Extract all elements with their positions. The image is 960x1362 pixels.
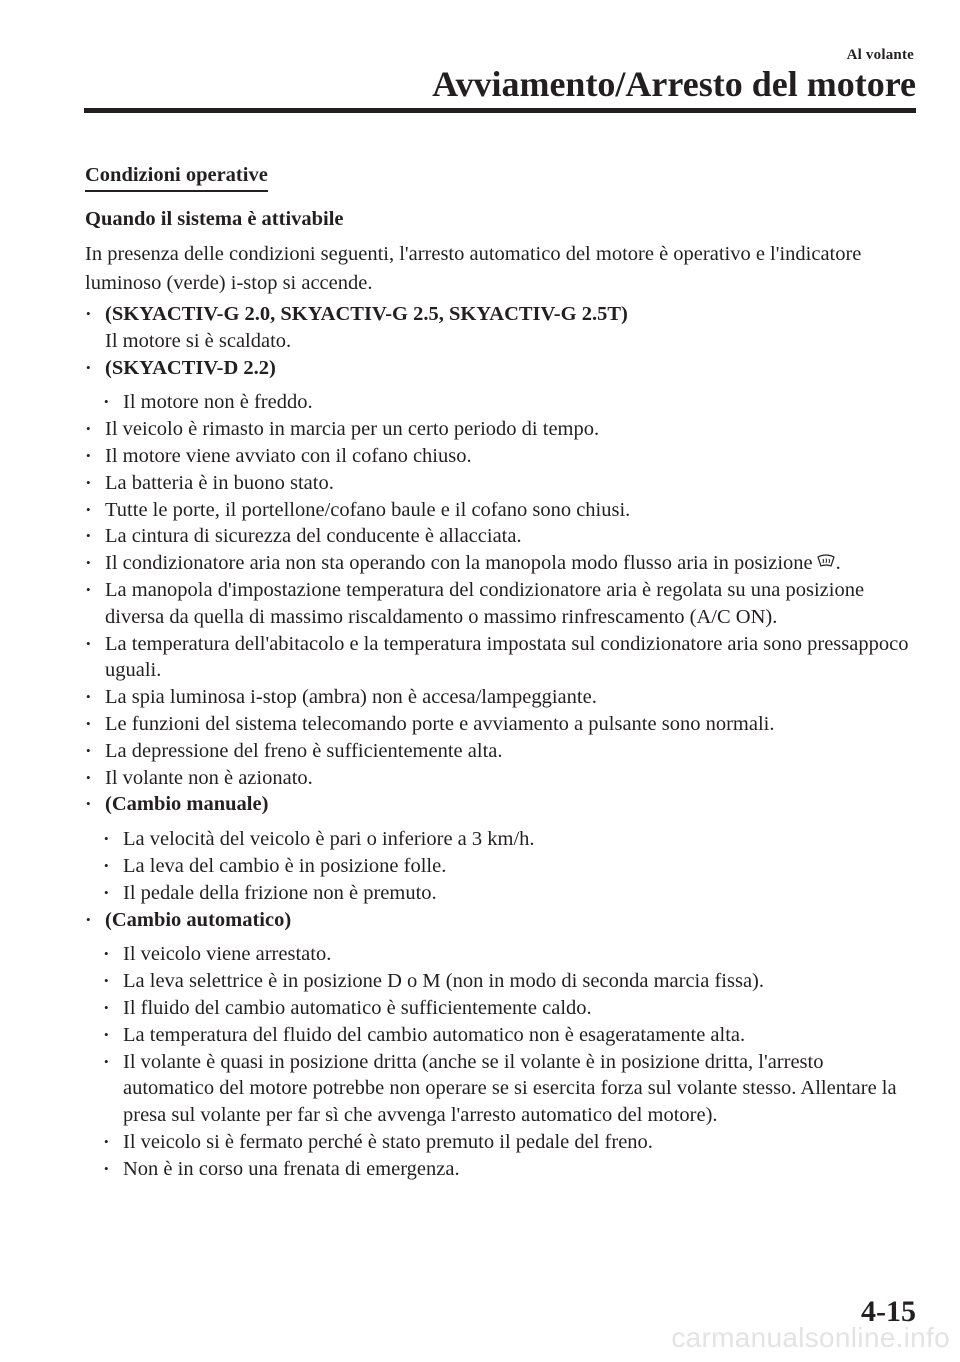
air-conditioner-text: Il condizionatore aria non sta operando con la manopola modo flusso aria in posizione <box>105 552 813 575</box>
list-item: • La temperatura dell'abitacolo e la temperatura impostata sul condizionatore aria sono pressappoco uguali. <box>85 631 917 685</box>
automatic-transmission-label: (Cambio automatico) <box>105 908 292 931</box>
list-item: • Il pedale della frizione non è premuto. <box>85 880 917 907</box>
list-item: • Il motore non è freddo. <box>85 389 917 416</box>
header-rule <box>84 108 916 113</box>
list-item: • Il veicolo si è fermato perché è stato premuto il pedale del freno. <box>85 1129 917 1156</box>
list-item: • Il fluido del cambio automatico è sufficientemente caldo. <box>85 995 917 1022</box>
page-number: 4-15 <box>861 1295 916 1328</box>
list-item: • Il veicolo viene arrestato. <box>85 941 917 968</box>
engine-d-sublist <box>85 389 917 416</box>
list-item-air-conditioner <box>85 550 917 577</box>
page-title: Avviamento/Arresto del motore <box>432 64 916 104</box>
manual-transmission-label: (Cambio manuale) <box>105 793 269 816</box>
list-item-manual <box>85 791 917 906</box>
conditions-list <box>85 301 917 1183</box>
list-item: • Tutte le porte, il portellone/cofano baule e il cofano sono chiusi. <box>85 497 917 524</box>
list-item-engine-d <box>85 355 917 417</box>
list-item: • La cintura di sicurezza del conducente è allacciata. <box>85 523 917 550</box>
intro-paragraph: In presenza delle condizioni seguenti, l'arresto automatico del motore è operativo e l'indicatore luminoso (verde) i-stop si accende. <box>85 243 862 294</box>
list-item: • Il volante non è azionato. <box>85 765 917 792</box>
chapter-label: Al volante <box>846 47 914 63</box>
subsection-title: Quando il sistema è attivabile <box>85 208 344 230</box>
engine-d-label: (SKYACTIV-D 2.2) <box>105 356 276 379</box>
list-item: • La leva selettrice è in posizione D o M (non in modo di seconda marcia fissa). <box>85 968 917 995</box>
list-item: • La temperatura del fluido del cambio automatico non è esageratamente alta. <box>85 1022 917 1049</box>
list-item: • Le funzioni del sistema telecomando porte e avviamento a pulsante sono normali. <box>85 711 917 738</box>
list-item: • La velocità del veicolo è pari o inferiore a 3 km/h. <box>85 826 917 853</box>
list-item: • La manopola d'impostazione temperatura del condizionatore aria è regolata su una posizione diversa da quella di massimo riscaldamento o massimo rinfrescamento (A/C ON). <box>85 577 917 631</box>
list-item: • La leva del cambio è in posizione folle. <box>85 853 917 880</box>
list-item-automatic <box>85 907 917 1183</box>
list-item: • La batteria è in buono stato. <box>85 470 917 497</box>
section-title: Condizioni operative <box>85 160 268 192</box>
list-item: • Non è in corso una frenata di emergenza. <box>85 1156 917 1183</box>
list-item-engine-g <box>85 301 917 355</box>
manual-sublist <box>85 826 917 906</box>
page-content <box>85 160 917 1183</box>
list-item: • Il volante è quasi in posizione dritta (anche se il volante è in posizione dritta, l'arresto automatico del motore potrebbe non operare se si esercita forza sul volante stesso. Allentare la presa sul volante per far sì che avvenga l'arresto automatico del motore). <box>85 1049 917 1129</box>
engine-g-label: (SKYACTIV-G 2.0, SKYACTIV-G 2.5, SKYACTIV-G 2.5T) <box>105 303 628 325</box>
list-item: • La depressione del freno è sufficientemente alta. <box>85 738 917 765</box>
list-item: • Il veicolo è rimasto in marcia per un certo periodo di tempo. <box>85 416 917 443</box>
sentence-period: . <box>835 552 841 575</box>
list-item: • La spia luminosa i-stop (ambra) non è accesa/lampeggiante. <box>85 684 917 711</box>
engine-g-detail: Il motore si è scaldato. <box>105 329 292 352</box>
windshield-defroster-icon <box>817 551 835 567</box>
list-item: • Il motore viene avviato con il cofano chiuso. <box>85 443 917 470</box>
automatic-sublist <box>85 941 917 1182</box>
watermark-text: carmanualsonline.info <box>671 1322 950 1353</box>
